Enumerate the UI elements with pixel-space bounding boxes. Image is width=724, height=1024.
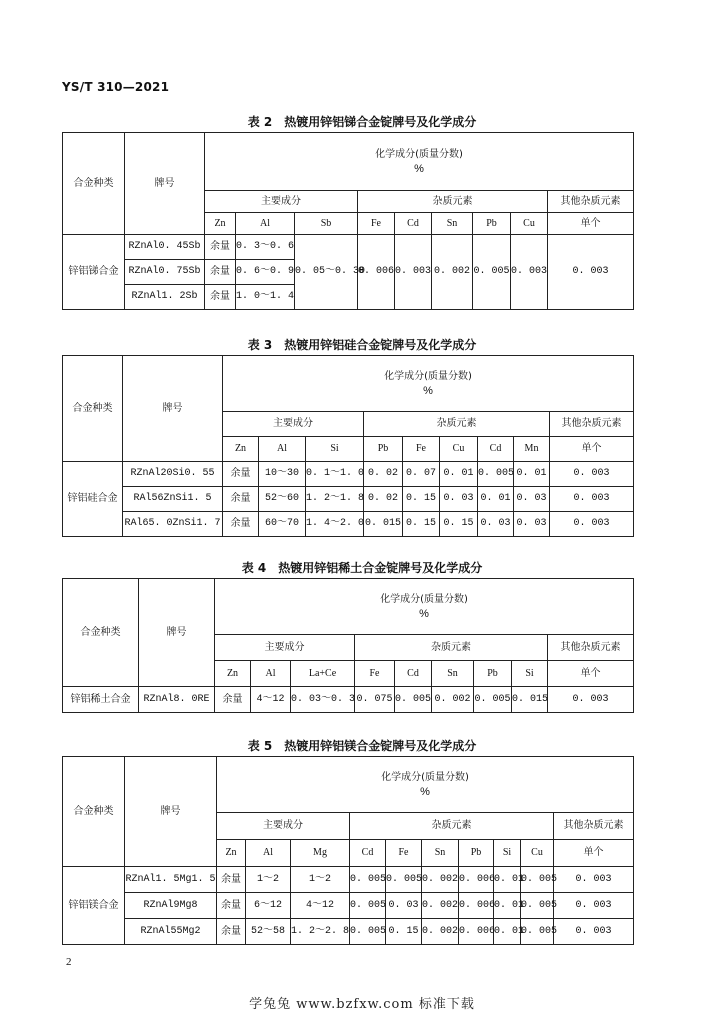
impurity-cell: 0. 01	[494, 893, 521, 919]
impurity-cell: 0. 01	[440, 462, 478, 487]
impurity-cell: 0. 002	[432, 235, 473, 310]
zn-cell: 余量	[205, 285, 236, 310]
impurity-cell: 0. 07	[403, 462, 440, 487]
impurity-cell: 0. 01	[494, 867, 521, 893]
other-impurity-cell: 0. 003	[548, 235, 634, 310]
al-cell: 60～70	[259, 512, 306, 537]
grade-cell: RAl56ZnSi1. 5	[123, 487, 223, 512]
zn-cell: 余量	[215, 687, 251, 713]
grade-cell: RAl65. 0ZnSi1. 7	[123, 512, 223, 537]
si-cell: 1. 4～2. 0	[306, 512, 364, 537]
la-ce-cell: 0. 03～0. 3	[291, 687, 355, 713]
table-4-caption: 表 4 热镀用锌铝稀土合金锭牌号及化学成分	[241, 561, 483, 575]
zn-cell: 余量	[217, 919, 246, 945]
al-cell: 1. 0～1. 4	[236, 285, 295, 310]
grade-cell: RZnAl20Si0. 55	[123, 462, 223, 487]
si-cell: 1. 2～1. 8	[306, 487, 364, 512]
element-header: La+Ce	[291, 661, 355, 687]
impurity-cell: 0. 15	[440, 512, 478, 537]
element-header: Zn	[223, 437, 259, 462]
other-impurity-cell: 0. 003	[550, 512, 634, 537]
element-header: Pb	[473, 213, 511, 235]
al-cell: 0. 6～0. 9	[236, 260, 295, 285]
element-header: Fe	[386, 840, 422, 867]
element-header: Cd	[350, 840, 386, 867]
element-header: Pb	[459, 840, 494, 867]
element-header: Al	[236, 213, 295, 235]
impurity-cell: 0. 005	[478, 462, 514, 487]
other-impurity-cell: 0. 003	[550, 462, 634, 487]
unit-percent: %	[420, 785, 430, 798]
element-header: Al	[259, 437, 306, 462]
impurity-cell: 0. 005	[350, 919, 386, 945]
main-components-header: 主要成分	[217, 813, 350, 840]
impurity-cell: 0. 075	[355, 687, 395, 713]
element-header: Zn	[215, 661, 251, 687]
element-header: Sn	[422, 840, 459, 867]
unit-percent: %	[414, 162, 424, 175]
element-header: Al	[246, 840, 291, 867]
table-5	[62, 756, 634, 945]
element-header: Cd	[395, 213, 432, 235]
alloy-type-header: 合金种类	[63, 757, 125, 867]
impurity-cell: 0. 005	[521, 893, 554, 919]
grade-header: 牌号	[125, 757, 217, 867]
al-cell: 52～58	[246, 919, 291, 945]
chem-composition-header	[223, 356, 634, 412]
element-header: Si	[494, 840, 521, 867]
impurity-cell: 0. 005	[395, 687, 432, 713]
zn-cell: 余量	[223, 462, 259, 487]
alloy-type-header: 合金种类	[63, 356, 123, 462]
impurity-cell: 0. 005	[473, 235, 511, 310]
element-header: Fe	[403, 437, 440, 462]
main-components-header: 主要成分	[223, 412, 364, 437]
impurity-cell: 0. 002	[422, 919, 459, 945]
impurity-elements-header: 杂质元素	[350, 813, 554, 840]
table-3	[62, 355, 634, 537]
other-impurity-cell: 0. 003	[554, 919, 634, 945]
other-impurity-header: 其他杂质元素	[550, 412, 634, 437]
al-cell: 1～2	[246, 867, 291, 893]
grade-cell: RZnAl0. 75Sb	[125, 260, 205, 285]
impurity-cell: 0. 003	[395, 235, 432, 310]
impurity-cell: 0. 005	[350, 867, 386, 893]
alloy-type-cell: 锌铝锑合金	[63, 235, 125, 310]
element-header: Si	[306, 437, 364, 462]
unit-percent: %	[423, 384, 433, 397]
standard-number: YS/T 310—2021	[62, 80, 170, 94]
element-header: Cu	[511, 213, 548, 235]
zn-cell: 余量	[205, 235, 236, 260]
chem-composition-header	[217, 757, 634, 813]
element-header: Pb	[364, 437, 403, 462]
mg-cell: 1. 2～2. 8	[291, 919, 350, 945]
table-4	[62, 578, 634, 713]
element-header: Cd	[478, 437, 514, 462]
element-header: Zn	[217, 840, 246, 867]
table-5-caption: 表 5 热镀用锌铝镁合金锭牌号及化学成分	[247, 739, 477, 753]
mg-cell: 1～2	[291, 867, 350, 893]
element-header: Fe	[358, 213, 395, 235]
grade-header: 牌号	[125, 133, 205, 235]
impurity-cell: 0. 01	[514, 462, 550, 487]
impurity-elements-header: 杂质元素	[358, 191, 548, 213]
impurity-elements-header: 杂质元素	[355, 635, 548, 661]
alloy-type-header: 合金种类	[63, 579, 139, 687]
impurity-cell: 0. 015	[512, 687, 548, 713]
element-header: Sb	[295, 213, 358, 235]
zn-cell: 余量	[205, 260, 236, 285]
grade-header: 牌号	[139, 579, 215, 687]
impurity-cell: 0. 02	[364, 462, 403, 487]
impurity-cell: 0. 015	[364, 512, 403, 537]
zn-cell: 余量	[217, 893, 246, 919]
element-header: Cu	[440, 437, 478, 462]
impurity-cell: 0. 005	[474, 687, 512, 713]
other-impurity-cell: 0. 003	[550, 487, 634, 512]
impurity-cell: 0. 006	[358, 235, 395, 310]
page-number: 2	[66, 956, 72, 968]
impurity-cell: 0. 15	[386, 919, 422, 945]
other-impurity-header: 其他杂质元素	[548, 635, 634, 661]
impurity-cell: 0. 03	[386, 893, 422, 919]
single-header: 单个	[550, 437, 634, 462]
impurity-cell: 0. 03	[514, 487, 550, 512]
al-cell: 0. 3～0. 6	[236, 235, 295, 260]
mg-cell: 4～12	[291, 893, 350, 919]
table-2-caption: 表 2 热镀用锌铝锑合金锭牌号及化学成分	[247, 115, 477, 129]
impurity-cell: 0. 005	[521, 919, 554, 945]
element-header: Sn	[432, 661, 474, 687]
impurity-elements-header: 杂质元素	[364, 412, 550, 437]
impurity-cell: 0. 006	[459, 867, 494, 893]
grade-cell: RZnAl1. 2Sb	[125, 285, 205, 310]
impurity-cell: 0. 002	[422, 893, 459, 919]
element-header: Fe	[355, 661, 395, 687]
alloy-type-cell: 锌铝硅合金	[63, 462, 123, 537]
chem-composition-title: 化学成分(质量分数)	[380, 593, 468, 605]
impurity-cell: 0. 002	[432, 687, 474, 713]
impurity-cell: 0. 01	[494, 919, 521, 945]
impurity-cell: 0. 002	[422, 867, 459, 893]
impurity-cell: 0. 005	[521, 867, 554, 893]
zn-cell: 余量	[217, 867, 246, 893]
si-cell: 0. 1～1. 0	[306, 462, 364, 487]
zn-cell: 余量	[223, 512, 259, 537]
chem-composition-title: 化学成分(质量分数)	[375, 148, 463, 160]
element-header: Sn	[432, 213, 473, 235]
impurity-cell: 0. 15	[403, 487, 440, 512]
element-header: Pb	[474, 661, 512, 687]
grade-cell: RZnAl1. 5Mg1. 5	[125, 867, 217, 893]
other-impurity-cell: 0. 003	[554, 867, 634, 893]
grade-cell: RZnAl0. 45Sb	[125, 235, 205, 260]
table-3-caption: 表 3 热镀用锌铝硅合金锭牌号及化学成分	[247, 338, 477, 352]
al-cell: 4～12	[251, 687, 291, 713]
al-cell: 10～30	[259, 462, 306, 487]
other-impurity-header: 其他杂质元素	[554, 813, 634, 840]
grade-cell: RZnAl8. 0RE	[139, 687, 215, 713]
zn-cell: 余量	[223, 487, 259, 512]
impurity-cell: 0. 03	[440, 487, 478, 512]
impurity-cell: 0. 02	[364, 487, 403, 512]
grade-cell: RZnAl55Mg2	[125, 919, 217, 945]
site-watermark: 学兔兔 www.bzfxw.com 标准下载	[249, 997, 475, 1012]
impurity-cell: 0. 006	[459, 893, 494, 919]
impurity-cell: 0. 03	[478, 512, 514, 537]
element-header: Mg	[291, 840, 350, 867]
sb-cell: 0. 05～0. 30	[295, 235, 358, 310]
single-header: 单个	[548, 661, 634, 687]
al-cell: 52～60	[259, 487, 306, 512]
impurity-cell: 0. 15	[403, 512, 440, 537]
table-2	[62, 132, 634, 310]
single-header: 单个	[554, 840, 634, 867]
impurity-cell: 0. 03	[514, 512, 550, 537]
grade-cell: RZnAl9Mg8	[125, 893, 217, 919]
chem-composition-title: 化学成分(质量分数)	[381, 771, 469, 783]
element-header: Al	[251, 661, 291, 687]
al-cell: 6～12	[246, 893, 291, 919]
unit-percent: %	[419, 607, 429, 620]
other-impurity-cell: 0. 003	[548, 687, 634, 713]
impurity-cell: 0. 005	[386, 867, 422, 893]
alloy-type-cell: 锌铝稀土合金	[63, 687, 139, 713]
element-header: Cu	[521, 840, 554, 867]
chem-composition-header	[205, 133, 634, 191]
other-impurity-header: 其他杂质元素	[548, 191, 634, 213]
alloy-type-header: 合金种类	[63, 133, 125, 235]
element-header: Zn	[205, 213, 236, 235]
element-header: Mn	[514, 437, 550, 462]
element-header: Cd	[395, 661, 432, 687]
other-impurity-cell: 0. 003	[554, 893, 634, 919]
main-components-header: 主要成分	[205, 191, 358, 213]
chem-composition-header	[215, 579, 634, 635]
grade-header: 牌号	[123, 356, 223, 462]
impurity-cell: 0. 01	[478, 487, 514, 512]
main-components-header: 主要成分	[215, 635, 355, 661]
impurity-cell: 0. 005	[350, 893, 386, 919]
impurity-cell: 0. 003	[511, 235, 548, 310]
element-header: Si	[512, 661, 548, 687]
single-header: 单个	[548, 213, 634, 235]
alloy-type-cell: 锌铝镁合金	[63, 867, 125, 945]
chem-composition-title: 化学成分(质量分数)	[384, 370, 472, 382]
impurity-cell: 0. 006	[459, 919, 494, 945]
